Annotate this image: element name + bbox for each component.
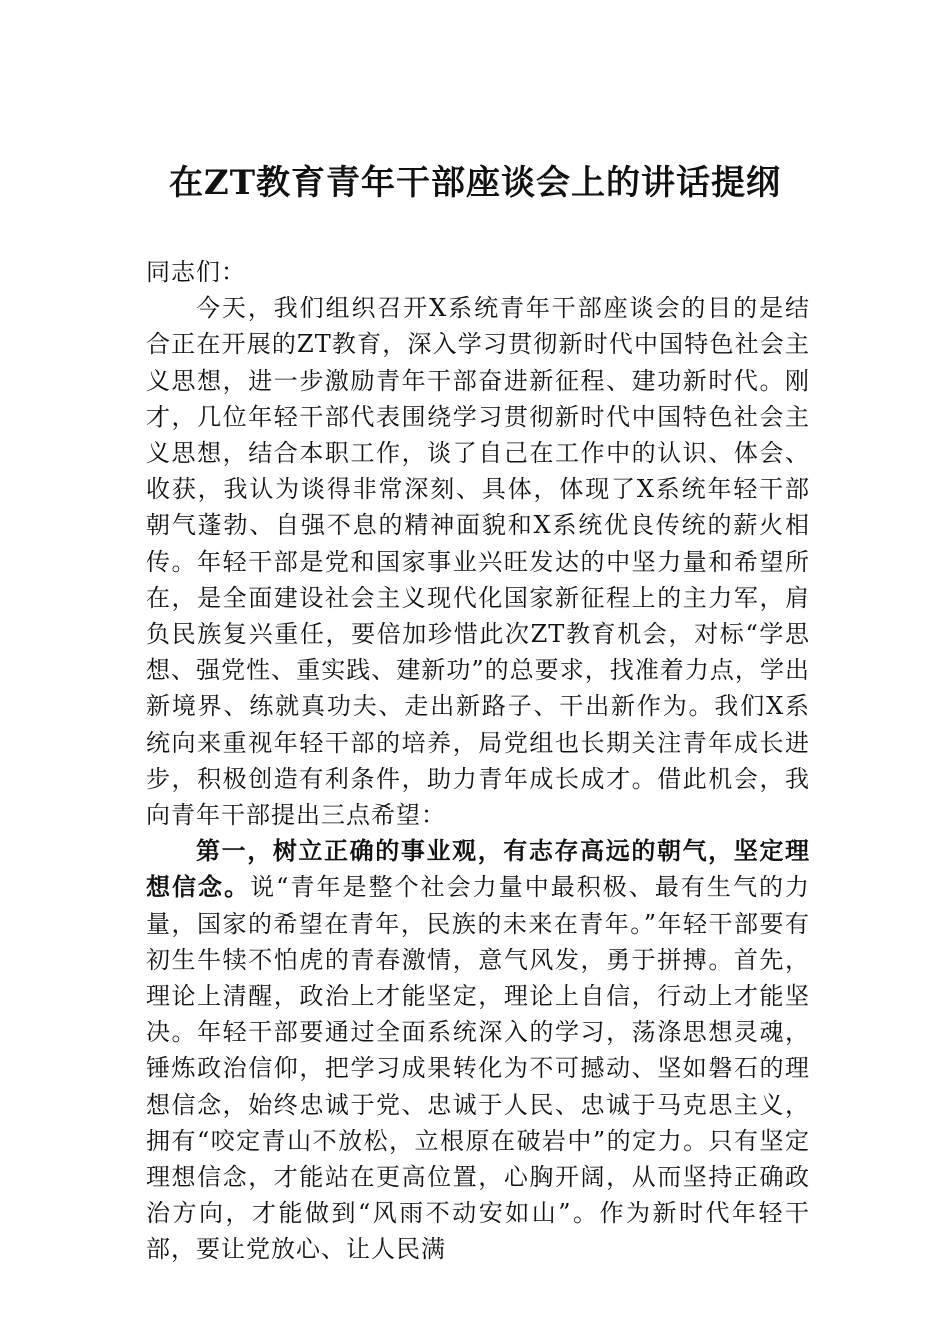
first-point-heading: 第一，树立正确的事业观，有志存高远的朝气，坚定理想信念。 [146,836,810,902]
salutation: 同志们： [146,258,246,286]
first-point-text: 说“青年是整个社会力量中最积极、最有生气的力量，国家的希望在青年，民族的未来在青年。”年轻干部要有初生牛犊不怕虎的青春激情，意气风发，勇于拼搏。首先，理论上清醒，政治上才能坚定，理论上自信，行动上才能坚决。年轻干部要通过全面系统深入的学习，荡涤思想灵魂，锤炼政治信仰，把学习成果转化为不可撼动、坚如磐石的理想信念，始终忠诚于党、忠诚于人民、忠诚于马克思主义，拥有“咬定青山不放松，立根原在破岩中”的定力。只有坚定理想信念，才能站在更高位置，心胸开阔，从而坚持正确政治方向，才能做到“风雨不动安如山”。作为新时代年轻干部，要让党放心、让人民满 [146,873,810,1264]
document-body [146,254,810,1268]
paragraph-opening: 今天，我们组织召开X系统青年干部座谈会的目的是结合正在开展的ZT教育，深入学习贯彻新时代中国特色社会主义思想，进一步激励青年干部奋进新征程、建功新时代。刚才，几位年轻干部代表围绕学习贯彻新时代中国特色社会主义思想，结合本职工作，谈了自己在工作中的认识、体会、收获，我认为谈得非常深刻、具体，体现了X系统年轻干部朝气蓬勃、自强不息的精神面貌和X系统优良传统的薪火相传。年轻干部是党和国家事业兴旺发达的中坚力量和希望所在，是全面建设社会主义现代化国家新征程上的主力军，肩负民族复兴重任，要倍加珍惜此次ZT教育机会，对标“学思想、强党性、重实践、建新功”的总要求，找准着力点，学出新境界、练就真功夫、走出新路子、干出新作为。我们X系统向来重视年轻干部的培养，局党组也长期关注青年成长进步，积极创造有利条件，助力青年成长成才。借此机会，我向青年干部提出三点希望： [146,294,810,830]
document-title: 在ZT教育青年干部座谈会上的讲话提纲 [168,163,782,203]
paragraph-first-point [146,833,810,1267]
